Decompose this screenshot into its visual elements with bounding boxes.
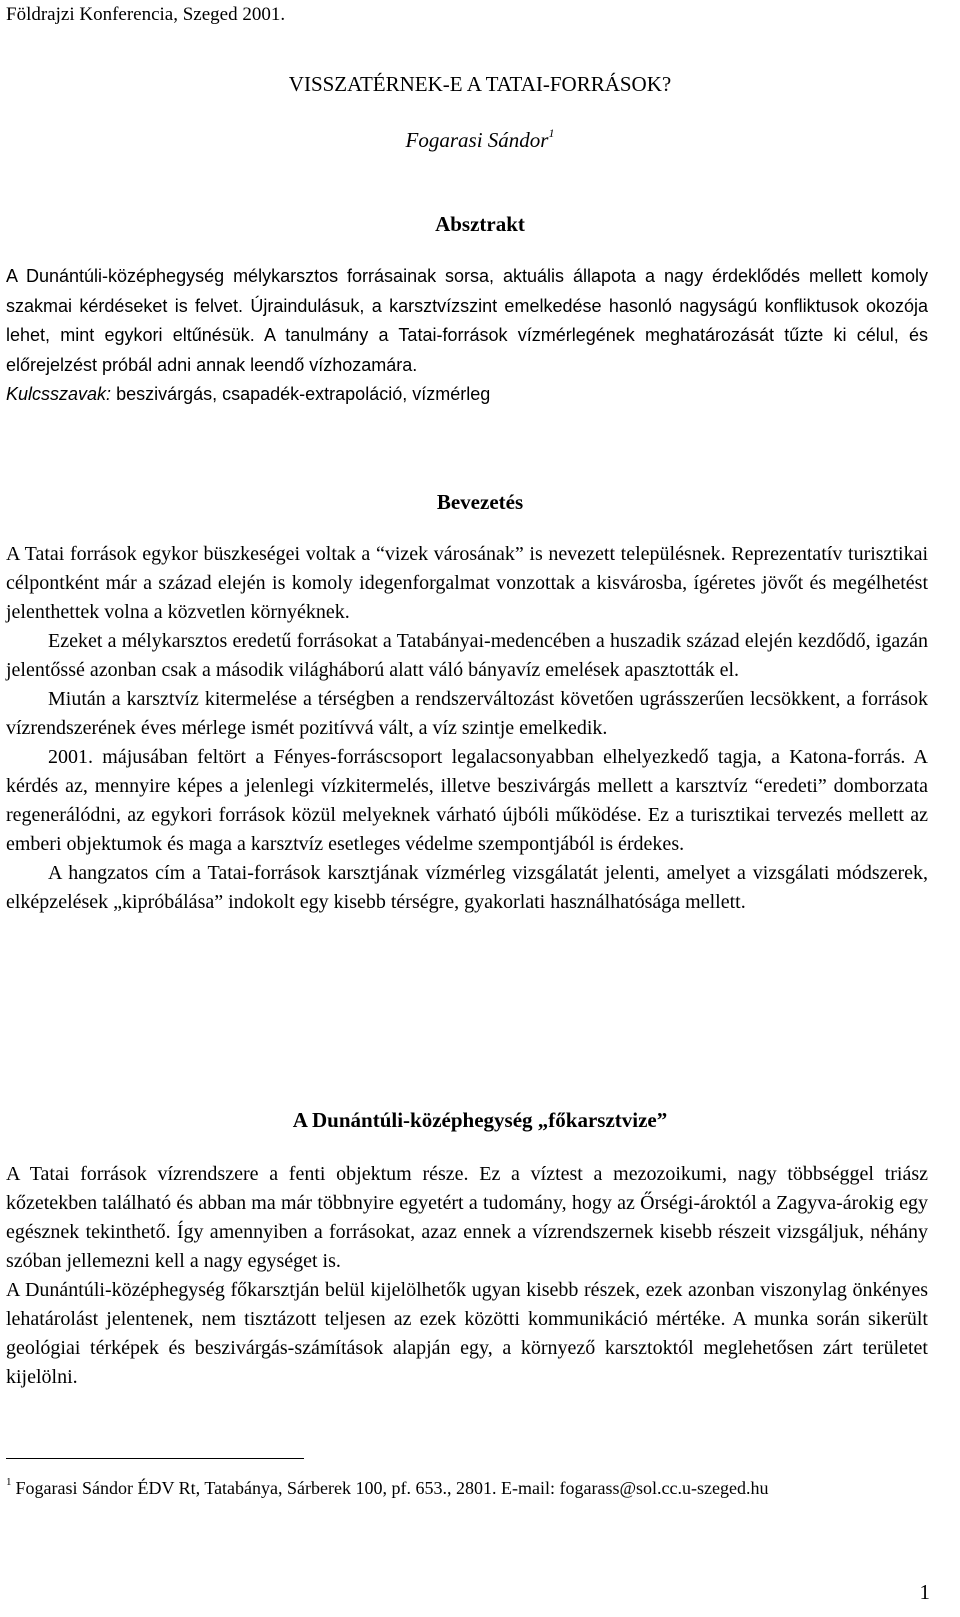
- abstract-text: A Dunántúli-középhegység mélykarsztos forrásainak sorsa, aktuális állapota a nagy érdeklődés mellett komoly szakmai kérdéseket is felvet. Újraindulásuk, a karsztvízszint emelkedése hasonló nagyságú konfliktusok okozója lehet, mint egykori eltűnésük. A tanulmány a Tatai-források vízmérlegének meghatározását tűzte ki célul, és előrejelzést próbál adni annak leendő vízhozamára.: [6, 266, 928, 375]
- section2-body: [6, 1160, 928, 1392]
- section2-paragraph-1: A Tatai források vízrendszere a fenti objektum része. Ez a víztest a mezozoikumi, nagy többséggel triász kőzetekben található és abban ma már többnyire egyetért a tudomány, hogy az Őrségi-ároktól a Zagyva-árokig egy egésznek tekinthető. Így amennyiben a forrásokat, azaz ennek a vízrendszernek kisebb részeit vizsgáljuk, néhány szóban jellemezni kell a nagy egységet is.: [6, 1163, 928, 1272]
- intro-paragraph-4: 2001. májusában feltört a Fényes-forráscsoport legalacsonyabban elhelyezkedő tagja, a Katona-forrás. A kérdés az, mennyire képes a jelenlegi vízkitermelés, illetve beszivárgás mellett a karsztvíz “eredeti” domborzata regenerálódni, az egykori források közül melyeknek várható újbóli működése. Ez a turisztikai tervezés mellett az emberi objektumok és maga a karsztvíz esetleges védelme szempontjából is érdekes.: [6, 746, 928, 855]
- abstract-heading: Absztrakt: [435, 212, 525, 236]
- intro-paragraph-5: A hangzatos cím a Tatai-források karsztjának vízmérleg vizsgálatát jelenti, amelyet a vizsgálati módszerek, elképzelések „kipróbálása” indokolt egy kisebb térségre, gyakorlati használhatósága mellett.: [6, 862, 928, 913]
- section2-heading: A Dunántúli-középhegység „főkarsztvize”: [292, 1108, 668, 1132]
- section2-paragraph-2: A Dunántúli-középhegység főkarsztján belül kijelölhetők ugyan kisebb részek, ezek azonban viszonylag önkényes lehatárolást jelentenek, nem tisztázott teljesen az ezek közötti kommunikáció mértéke. A munka során sikerült geológiai térképek és beszivárgás-számítások alapján egy, a környező karsztoktól meglehetősen zárt területet kijelölni.: [6, 1279, 928, 1388]
- footnote-divider: [6, 1458, 304, 1459]
- footnote: [6, 1472, 768, 1500]
- intro-paragraph-1: A Tatai források egykor büszkeségei voltak a “vizek városának” is nevezett településnek. Reprezentatív turisztikai célpontként már a század elején is komoly idegenforgalmat vonzottak a kisvárosba, ígéretes jövőt és megélhetést jelenthettek volna a közvetlen környéknek.: [6, 543, 928, 623]
- keywords-label: Kulcsszavak:: [6, 384, 112, 404]
- introduction-body: [6, 540, 928, 917]
- page-number: 1: [919, 1580, 930, 1604]
- running-header: Földrajzi Konferencia, Szeged 2001.: [6, 4, 286, 25]
- author-line: [0, 128, 960, 153]
- author-name: Fogarasi Sándor: [405, 128, 549, 152]
- author-footnote-mark[interactable]: 1: [548, 126, 555, 140]
- paper-title: VISSZATÉRNEK-E A TATAI-FORRÁSOK?: [288, 72, 672, 96]
- abstract-block: [6, 262, 928, 410]
- footnote-mark: 1: [6, 1476, 12, 1488]
- intro-paragraph-2: Ezeket a mélykarsztos eredetű forrásokat a Tatabányai-medencében a huszadik század elején kezdődő, igazán jelentőssé azonban csak a második világháború alatt váló bányavíz emelések apasztották el.: [6, 630, 928, 681]
- keywords-value: beszivárgás, csapadék-extrapoláció, vízmérleg: [116, 384, 491, 404]
- keywords-line: [6, 380, 928, 410]
- footnote-text: Fogarasi Sándor ÉDV Rt, Tatabánya, Sárberek 100, pf. 653., 2801. E-mail: fogarass@sol.cc.u-szeged.hu: [15, 1478, 769, 1498]
- introduction-heading: Bevezetés: [436, 490, 524, 514]
- intro-paragraph-3: Miután a karsztvíz kitermelése a térségben a rendszerváltozást követően ugrásszerűen lecsökkent, a források vízrendszerének éves mérlege ismét pozitívvá vált, a víz szintje emelkedik.: [6, 688, 928, 739]
